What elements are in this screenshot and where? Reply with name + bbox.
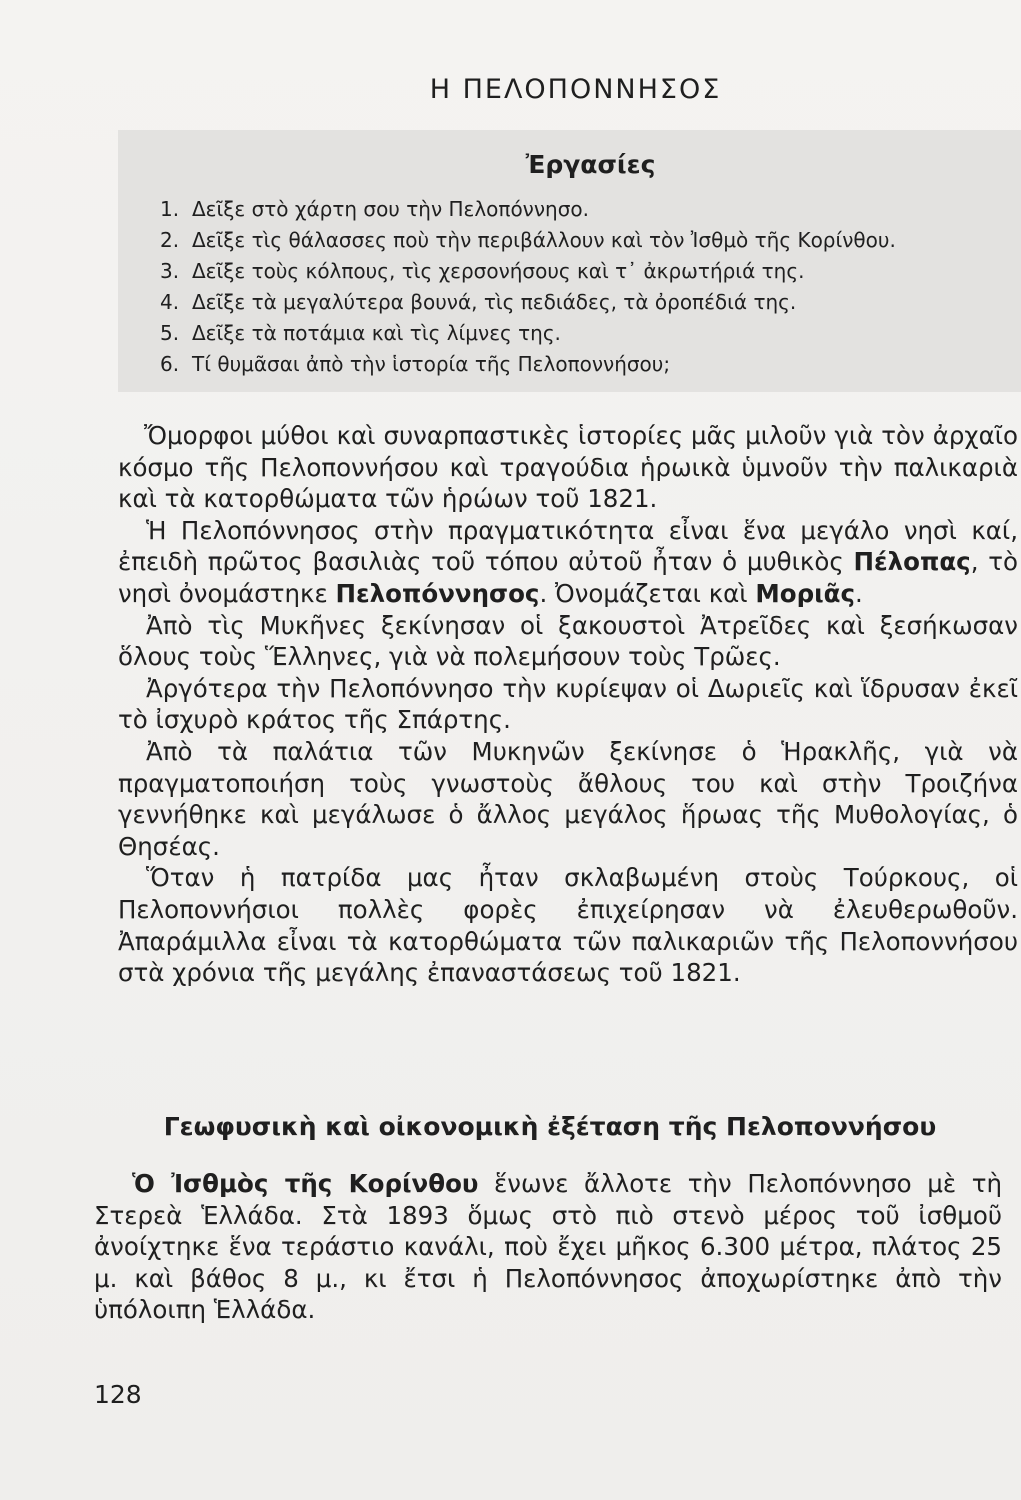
exercises-list <box>160 194 1000 380</box>
exercise-item <box>160 225 1000 256</box>
exercise-item <box>160 287 1000 318</box>
paragraph-revolution: Ὅταν ἡ πατρίδα μας ἦταν σκλαβωμένη στοὺς Τούρκους, οἱ Πελοποννήσιοι πολλὲς φορὲς ἐπιχείρησαν νὰ ἐλευθερωθοῦν. Ἀπαράμιλλα εἶναι τὰ κατορθώματα τῶν παλικαριῶν τῆς Πελοποννήσου στὰ χρόνια τῆς μεγάλης ἐπαναστάσεως τοῦ 1821. <box>118 863 1018 988</box>
exercise-item <box>160 318 1000 349</box>
paragraph-isthmus <box>94 1168 1002 1326</box>
exercise-number: 1. <box>160 197 180 221</box>
exercise-number: 4. <box>160 290 180 314</box>
bold-term-peloponnisos: Πελοπόννησος <box>335 578 540 608</box>
paragraph-myths: Ὄμορφοι μύθοι καὶ συναρπαστικὲς ἱστορίες μᾶς μιλοῦν γιὰ τὸν ἀρχαῖο κόσμο τῆς Πελοποννήσου καὶ τραγούδια ἡρωικὰ ὑμνοῦν τὴν παλικαριὰ καὶ τὰ κατορθώματα τῶν ἡρώων τοῦ 1821. <box>118 421 1018 514</box>
exercises-heading: Ἐργασίες <box>525 150 656 179</box>
paragraph-text: . Ὀνομάζεται καὶ <box>539 578 748 608</box>
paragraph-sparta: Ἀργότερα τὴν Πελοπόννησο τὴν κυρίεψαν οἱ Δωριεῖς καὶ ἵδρυσαν ἐκεῖ τὸ ἰσχυρὸ κράτος τῆς Σπάρτης. <box>118 673 1018 735</box>
exercise-text: Δεῖξε τὰ μεγαλύτερα βουνά, τὶς πεδιάδες, τὰ ὀροπέδιά της. <box>192 290 797 314</box>
page-title: Η ΠΕΛΟΠΟΝΝΗΣΟΣ <box>429 74 722 105</box>
section-text <box>94 1168 1002 1326</box>
bold-term-morias: Μοριᾶς <box>755 578 856 608</box>
paragraph-name-origin <box>118 515 1018 610</box>
paragraph-text: ἕνωνε ἄλλοτε τὴν Πελοπόννησο μὲ τὴ Στερεὰ Ἑλλάδα. Στὰ 1893 ὅμως στὸ πιὸ στενὸ μέρος τοῦ ἰσθμοῦ ἀνοίχτηκε ἕνα τεράστιο κανάλι, ποὺ ἔχει μῆκος 6.300 μέτρα, πλάτος 25 μ. καὶ βάθος 8 μ., κι ἔτσι ἡ Πελοπόννησος ἀποχωρίστηκε ἀπὸ τὴν ὑπόλοιπη Ἑλλάδα. <box>94 1169 1002 1325</box>
exercise-number: 2. <box>160 228 180 252</box>
exercise-item <box>160 194 1000 225</box>
paragraph-text: . <box>855 578 863 608</box>
page-number: 128 <box>94 1380 142 1409</box>
exercise-item <box>160 256 1000 287</box>
exercise-text: Τί θυμᾶσαι ἀπὸ τὴν ἱστορία τῆς Πελοποννήσου; <box>192 352 671 376</box>
exercise-number: 6. <box>160 352 180 376</box>
paragraph-text: Ἡ Πελοπόννησος στὴν πραγματικότητα εἶναι ἕνα μεγάλο νησὶ καί, ἐπειδὴ πρῶτος βασιλιὰς τοῦ τόπου αὐτοῦ ἦταν ὁ μυθικὸς <box>118 515 1018 577</box>
exercise-number: 5. <box>160 321 180 345</box>
exercise-item <box>160 349 1000 380</box>
exercise-text: Δεῖξε τὶς θάλασσες ποὺ τὴν περιβάλλουν καὶ τὸν Ἰσθμὸ τῆς Κορίνθου. <box>192 228 896 252</box>
paragraph-heracles: Ἀπὸ τὰ παλάτια τῶν Μυκηνῶν ξεκίνησε ὁ Ἡρακλῆς, γιὰ νὰ πραγματοποιήση τοὺς γνωστοὺς ἄθλους του καὶ στὴν Τροιζήνα γεννήθηκε καὶ μεγάλωσε ὁ ἄλλος μεγάλος ἥρωας τῆς Μυθολογίας, ὁ Θησέας. <box>118 736 1018 861</box>
exercise-text: Δεῖξε τὰ ποτάμια καὶ τὶς λίμνες της. <box>192 321 561 345</box>
bold-term-pelops: Πέλοπας <box>853 547 971 577</box>
body-text <box>118 420 1018 989</box>
paragraph-text: , τὸ νησὶ ὀνομάστηκε <box>118 547 1018 608</box>
section-heading: Γεωφυσικὴ καὶ οἰκονομικὴ ἐξέταση τῆς Πελοποννήσου <box>163 1112 937 1141</box>
bold-term-isthmus: Ὁ Ἰσθμὸς τῆς Κορίνθου <box>132 1169 479 1198</box>
exercise-number: 3. <box>160 259 180 283</box>
paragraph-mycenae: Ἀπὸ τὶς Μυκῆνες ξεκίνησαν οἱ ξακουστοὶ Ἀτρεῖδες καὶ ξεσήκωσαν ὅλους τοὺς Ἕλληνες, γιὰ νὰ πολεμήσουν τοὺς Τρῶες. <box>118 610 1018 672</box>
exercise-text: Δεῖξε στὸ χάρτη σου τὴν Πελοπόννησο. <box>192 197 589 221</box>
exercise-text: Δεῖξε τοὺς κόλπους, τὶς χερσονήσους καὶ τ᾽ ἀκρωτήριά της. <box>192 259 805 283</box>
